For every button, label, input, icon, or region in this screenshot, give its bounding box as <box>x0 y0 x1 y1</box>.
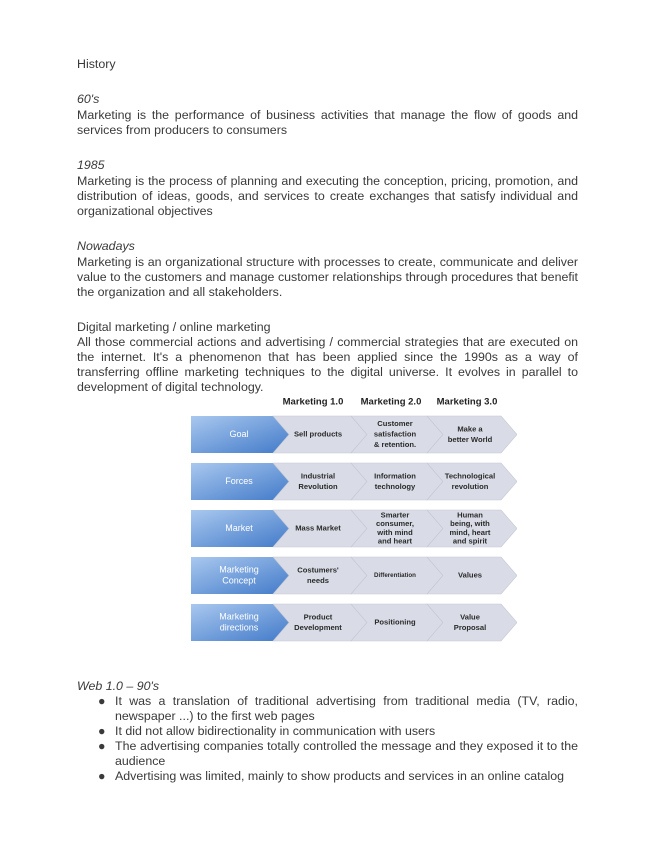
row-label-text: Forces <box>225 475 253 486</box>
list-item-text: Advertising was limited, mainly to show products and services in an online catalog <box>115 769 565 783</box>
list-item-text: It did not allow bidirectionality in communication with users <box>115 724 436 738</box>
digital-heading: Digital marketing / online marketing <box>77 320 271 334</box>
diagram-cell-text: Industrial <box>300 471 336 481</box>
column-header: Marketing 1.0 <box>282 396 344 408</box>
digital-marketing-section <box>77 320 578 395</box>
diagram-cell-text: and heart <box>377 536 413 546</box>
diagram-cell-text: Mass Market <box>295 523 341 533</box>
bullet-icon: ● <box>98 739 106 753</box>
diagram-cell-text: Information <box>374 471 416 481</box>
row-label-text: Goal <box>229 428 249 439</box>
period-label: 60's <box>77 92 100 106</box>
diagram-cell-text: Smarter <box>380 510 410 520</box>
diagram-cell-text: and spirit <box>452 536 488 546</box>
diagram-cell-text: & retention. <box>373 440 417 449</box>
diagram-canvas <box>187 393 517 645</box>
diagram-cell-text: Value <box>460 612 480 622</box>
web-bullet-list <box>77 694 578 784</box>
definition-text: Marketing is the process of planning and executing the conception, pricing, promotion, and distribution of ideas, goods, and services to create exchanges that satisfy individual and organizational objectives <box>77 174 578 218</box>
diagram-cell-text: needs <box>307 575 329 585</box>
diagram-cell-text: revolution <box>451 481 489 491</box>
bullet-icon: ● <box>98 724 106 738</box>
list-item <box>77 769 578 784</box>
diagram-cell-text: Sell products <box>293 429 343 439</box>
row-label-text: Concept <box>222 575 256 586</box>
list-item <box>77 739 578 769</box>
row-label-text: Marketing <box>219 611 259 622</box>
diagram-cell-text: Make a <box>457 424 483 434</box>
diagram-cell-text: being, with <box>450 519 490 529</box>
period-label: 1985 <box>77 158 105 172</box>
list-item-text: The advertising companies totally controlled the message and they exposed it to the audience <box>115 739 578 768</box>
list-item-text: It was a translation of traditional advertising from traditional media (TV, radio, newspaper ...) to the first web pages <box>115 694 578 723</box>
digital-text: All those commercial actions and advertising / commercial strategies that are executed on the internet. It's a phenomenon that has been applied since the 1990s as a way of transferring offline marketing techniques to the digital universe. It evolves in parallel to development of digital technology. <box>77 335 578 394</box>
bullet-icon: ● <box>98 694 106 708</box>
diagram-cell-text: Positioning <box>374 617 416 627</box>
definition-text: Marketing is an organizational structure with processes to create, communicate and deliver value to the customers and manage customer relationships through procedures that benefit the organization and all stakeholders. <box>77 255 578 299</box>
diagram-cell-text: Differentiation <box>374 572 416 580</box>
column-header: Marketing 3.0 <box>436 396 498 408</box>
diagram-cell-text: with mind <box>377 527 413 537</box>
definition-60s <box>77 92 578 138</box>
diagram-cell-text: Revolution <box>298 481 338 491</box>
marketing-evolution-diagram <box>187 393 517 645</box>
document-body <box>77 57 578 395</box>
diagram-cell-text: Costumers' <box>297 565 339 575</box>
page-title: History <box>77 57 116 71</box>
diagram-cell-text: Values <box>457 570 483 580</box>
diagram-cell-text: Technological <box>444 471 496 481</box>
web-heading: Web 1.0 – 90's <box>77 679 160 693</box>
diagram-cell-text: technology <box>374 481 416 491</box>
period-label: Nowadays <box>77 239 135 253</box>
definition-nowadays <box>77 239 578 300</box>
row-label-text: directions <box>219 622 259 633</box>
list-item <box>77 724 578 739</box>
diagram-cell-text: satisfaction <box>373 429 417 439</box>
definition-1985 <box>77 158 578 219</box>
column-header: Marketing 2.0 <box>360 396 422 408</box>
diagram-cell-text: Product <box>303 612 333 622</box>
list-item <box>77 694 578 724</box>
row-label-text: Market <box>225 522 253 533</box>
diagram-cell-text: Development <box>294 622 342 632</box>
bullet-icon: ● <box>98 769 106 783</box>
diagram-cell-text: Customer <box>377 419 413 428</box>
diagram-cell-text: Human <box>457 510 483 520</box>
diagram-cell-text: Proposal <box>453 622 487 632</box>
row-label-text: Marketing <box>219 564 259 575</box>
diagram-cell-text: consumer, <box>376 519 414 529</box>
diagram-cell-text: better World <box>447 434 493 444</box>
definition-text: Marketing is the performance of business activities that manage the flow of goods and services from producers to consumers <box>77 108 578 137</box>
diagram-cell-text: mind, heart <box>449 527 491 537</box>
web-1-section <box>77 679 578 784</box>
